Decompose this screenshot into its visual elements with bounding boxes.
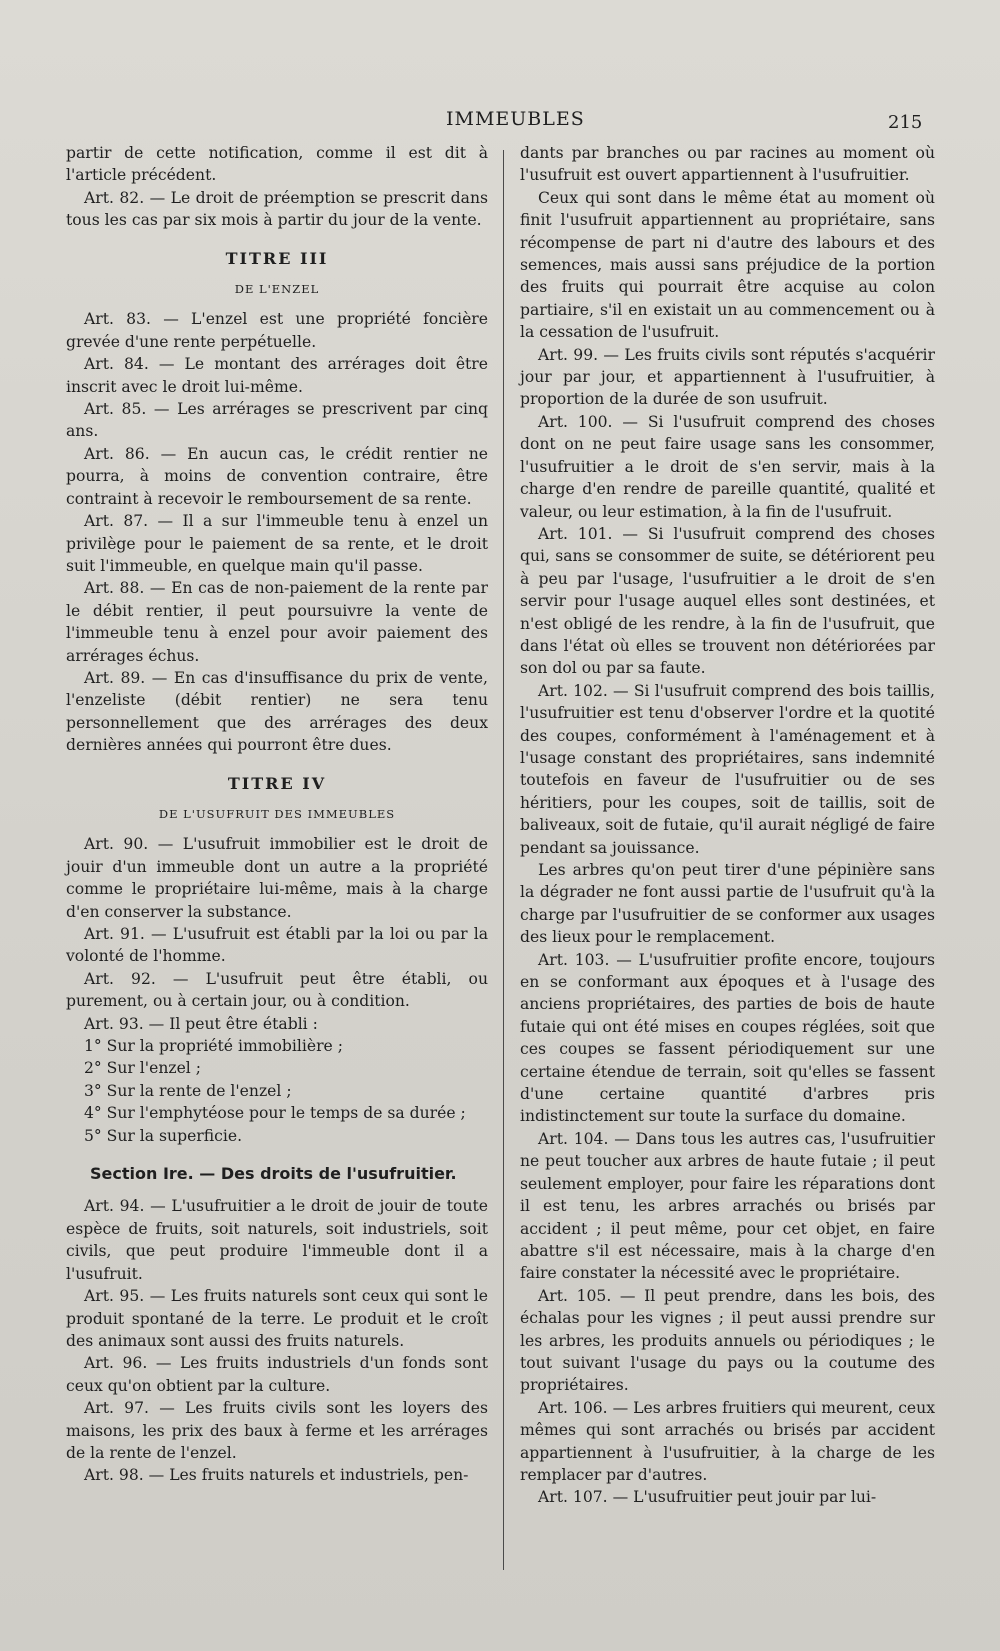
article-97: Art. 97. — Les fruits civils sont les loyers des maisons, les prix des baux à ferme et les arrérages de la rente de l'enzel.	[66, 1399, 488, 1462]
list-item: 4° Sur l'emphytéose pour le temps de sa durée ;	[84, 1104, 466, 1123]
page-number: 215	[888, 112, 923, 133]
article-84: Art. 84. — Le montant des arrérages doit être inscrit avec le droit lui-même.	[66, 355, 488, 396]
article-90: Art. 90. — L'usufruit immobilier est le droit de jouir d'un immeuble dont un autre a la propriété comme le propriétaire lui-même, mais à la charge d'en conserver la substance.	[66, 835, 488, 921]
article-86: Art. 86. — En aucun cas, le crédit rentier ne pourra, à moins de convention contraire, être contraint à recevoir le remboursement de sa rente.	[66, 444, 488, 508]
article-102: Art. 102. — Si l'usufruit comprend des bois taillis, l'usufruitier est tenu d'observer l'ordre et la quotité des coupes, conformément à l'aménagement et à l'usage constant des propriétaires, sans indemnité toutefois en faveur de l'usufruitier ou de ses héritiers, pour les coupes, soit de taillis, soit de baliveaux, soit de futaie, qu'il aurait négligé de faire pendant sa jouissance.	[520, 681, 935, 857]
paragraph: partir de cette notification, comme il est dit à l'article précédent.	[66, 144, 488, 185]
title-heading: TITRE IV	[227, 773, 327, 793]
article-101: Art. 101. — Si l'usufruit comprend des choses qui, sans se consommer de suite, se détériorent peu à peu par l'usage, l'usufruitier a le droit de s'en servir pour l'usage auquel elles sont destinées, et n'est obligé de les rendre, à la fin de l'usufruit, que dans l'état où elles se trouvent non détériorées par son dol ou par sa faute.	[520, 524, 935, 678]
column-divider	[503, 150, 504, 1570]
article-107: Art. 107. — L'usufruitier peut jouir par lui-	[538, 1488, 877, 1507]
article-105: Art. 105. — Il peut prendre, dans les bois, des échalas pour les vignes ; il peut aussi prendre sur les arbres, les produits annuels ou périodiques ; le tout suivant l'usage du pays ou la coutume des propriétaires.	[520, 1286, 935, 1395]
article-82: Art. 82. — Le droit de préemption se prescrit dans tous les cas par six mois à partir du jour de la vente.	[66, 188, 488, 230]
list-item: 3° Sur la rente de l'enzel ;	[84, 1081, 292, 1100]
title-subheading: DE L'USUFRUIT DES IMMEUBLES	[158, 806, 396, 821]
paragraph: dants par branches ou par racines au moment où l'usufruit est ouvert appartiennent à l'usufruitier.	[520, 144, 935, 185]
article-89: Art. 89. — En cas d'insuffisance du prix de vente, l'enzeliste (débit rentier) ne sera tenu personnellement que des arrérages des deux dernières années qui pourront être dues.	[66, 668, 488, 755]
article-91: Art. 91. — L'usufruit est établi par la loi ou par la volonté de l'homme.	[66, 925, 488, 966]
article-99: Art. 99. — Les fruits civils sont réputés s'acquérir jour par jour, et appartiennent à l'usufruitier, à proportion de la durée de son usufruit.	[520, 345, 935, 409]
article-95: Art. 95. — Les fruits naturels sont ceux qui sont le produit spontané de la terre. Le produit et le croît des animaux sont aussi des fruits naturels.	[66, 1287, 488, 1350]
title-heading: TITRE III	[225, 248, 329, 268]
article-92: Art. 92. — L'usufruit peut être établi, ou purement, ou à certain jour, ou à condition.	[66, 969, 488, 1011]
article-96: Art. 96. — Les fruits industriels d'un fonds sont ceux qu'on obtient par la culture.	[66, 1354, 488, 1395]
list-item: 5° Sur la superficie.	[84, 1126, 243, 1145]
article-104: Art. 104. — Dans tous les autres cas, l'usufruitier ne peut toucher aux arbres de haute futaie ; il peut seulement employer, pour faire les réparations dont il est tenu, les arbres arrachés ou brisés par accident ; il peut même, pour cet objet, en faire abattre s'il est nécessaire, mais à la charge d'en faire constater la nécessité avec le propriétaire.	[520, 1129, 935, 1283]
right-column	[520, 142, 935, 1509]
article-93: Art. 93. — Il peut être établi :	[84, 1014, 318, 1033]
article-85: Art. 85. — Les arrérages se prescrivent par cinq ans.	[66, 400, 488, 441]
list-item: 2° Sur l'enzel ;	[84, 1059, 201, 1078]
running-header	[0, 108, 1000, 138]
left-column	[66, 142, 488, 1487]
article-106: Art. 106. — Les arbres fruitiers qui meurent, ceux mêmes qui sont arrachés ou brisés par accident appartiennent à l'usufruitier, à la charge de les remplacer par d'autres.	[520, 1398, 935, 1484]
title-subheading: DE L'ENZEL	[234, 282, 320, 297]
article-103: Art. 103. — L'usufruitier profite encore, toujours en se conformant aux époques et à l'usage des anciens propriétaires, des parties de bois de haute futaie qui ont été mises en coupes réglées, soit que ces coupes se fassent périodiquement sur une certaine étendue de terrain, soit qu'elles se fassent d'une certaine quantité d'arbres pris indistinctement sur toute la surface du domaine.	[520, 950, 935, 1126]
section-heading: Section Ire. — Des droits de l'usufruitier.	[90, 1164, 457, 1184]
article-98: Art. 98. — Les fruits naturels et industriels, pen-	[84, 1466, 469, 1485]
article-100: Art. 100. — Si l'usufruit comprend des choses dont on ne peut faire usage sans les consommer, l'usufruitier a le droit de s'en servir, mais à la charge d'en rendre de pareille quantité, qualité et valeur, ou leur estimation, à la fin de l'usufruit.	[520, 412, 935, 521]
article-94: Art. 94. — L'usufruitier a le droit de jouir de toute espèce de fruits, soit naturels, soit industriels, soit civils, que peut produire l'immeuble dont il a l'usufruit.	[66, 1197, 488, 1283]
article-88: Art. 88. — En cas de non-paiement de la rente par le débit rentier, il peut poursuivre la vente de l'immeuble tenu à enzel pour avoir paiement des arrérages échus.	[66, 579, 488, 665]
article-87: Art. 87. — Il a sur l'immeuble tenu à enzel un privilège pour le paiement de sa rente, et le droit suit l'immeuble, en quelque main qu'il passe.	[66, 512, 488, 575]
paragraph: Les arbres qu'on peut tirer d'une pépinière sans la dégrader ne font aussi partie de l'usufruit qu'à la charge par l'usufruitier de se conformer aux usages des lieux pour le remplacement.	[520, 861, 935, 947]
title-block	[66, 773, 488, 826]
running-title: IMMEUBLES	[446, 108, 585, 130]
title-block	[66, 248, 488, 301]
article-83: Art. 83. — L'enzel est une propriété foncière grevée d'une rente perpétuelle.	[66, 310, 488, 351]
list-item: 1° Sur la propriété immobilière ;	[84, 1037, 343, 1056]
paragraph: Ceux qui sont dans le même état au moment où finit l'usufruit appartiennent au propriétaire, sans récompense de part ni d'autre des labours et des semences, mais aussi sans préjudice de la portion des fruits qui pourrait être acquise au colon partiaire, s'il en existait un au commencement ou à la cessation de l'usufruit.	[520, 188, 935, 342]
